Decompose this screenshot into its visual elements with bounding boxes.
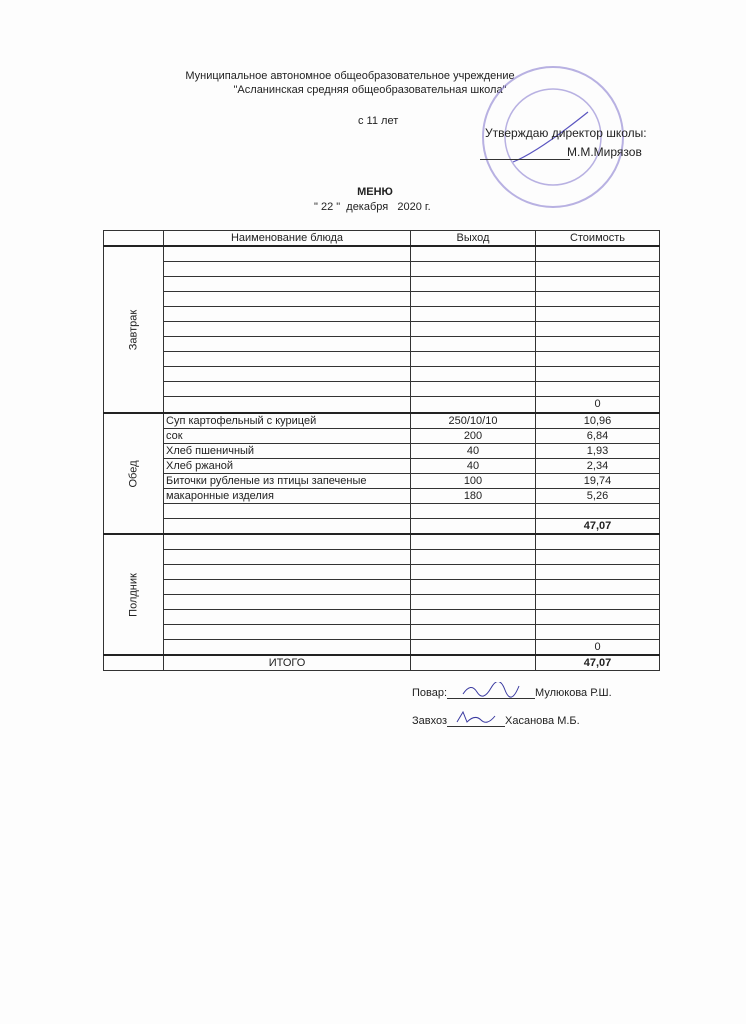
table-row <box>104 292 660 307</box>
section-label: Обед <box>127 459 139 488</box>
storekeeper-name: Хасанова М.Б. <box>505 715 580 727</box>
storekeeper-label: Завхоз <box>412 715 448 727</box>
table-row <box>104 565 660 580</box>
dish-output: 40 <box>411 444 536 459</box>
header-dish: Наименование блюда <box>164 231 411 247</box>
dish-name: Биточки рубленые из птицы запеченые <box>164 474 411 489</box>
table-row <box>104 595 660 610</box>
section-total: 0 <box>536 640 660 656</box>
grand-total-value: 47,07 <box>536 655 660 671</box>
dish-output: 180 <box>411 489 536 504</box>
table-row <box>104 307 660 322</box>
dish-name: Хлеб пшеничный <box>164 444 411 459</box>
dish-output: 200 <box>411 429 536 444</box>
table-row <box>104 367 660 382</box>
table-row <box>104 277 660 292</box>
table-row <box>104 474 660 489</box>
table-row <box>104 625 660 640</box>
dish-output: 40 <box>411 459 536 474</box>
table-row <box>104 429 660 444</box>
grand-total-label: ИТОГО <box>164 655 411 671</box>
table-row <box>104 337 660 352</box>
table-row <box>104 640 660 656</box>
dish-name: Суп картофельный с курицей <box>164 413 411 429</box>
menu-date: " 22 " декабря 2020 г. <box>314 201 431 213</box>
dish-name: Хлеб ржаной <box>164 459 411 474</box>
cook-name: Мулюкова Р.Ш. <box>535 687 612 699</box>
section-total: 0 <box>536 397 660 414</box>
table-row <box>104 610 660 625</box>
approval-text: Утверждаю директор школы: <box>485 126 647 140</box>
grand-total-row <box>104 655 660 671</box>
storekeeper-signature <box>412 714 580 727</box>
org-name-line1: Муниципальное автономное общеобразовательное учреждение <box>185 70 515 82</box>
dish-output: 250/10/10 <box>411 413 536 429</box>
approval-signature-line <box>480 159 570 160</box>
director-name: М.М.Мирязов <box>567 145 642 159</box>
table-row <box>104 246 660 262</box>
table-header <box>104 231 660 247</box>
dish-cost: 6,84 <box>536 429 660 444</box>
header-cost: Стоимость <box>536 231 660 247</box>
table-row <box>104 397 660 414</box>
table-row <box>104 550 660 565</box>
table-row <box>104 519 660 535</box>
dish-output: 100 <box>411 474 536 489</box>
dish-name: макаронные изделия <box>164 489 411 504</box>
table-row <box>104 322 660 337</box>
storekeeper-signature-line <box>447 714 505 727</box>
table-row <box>104 444 660 459</box>
menu-table <box>103 230 660 671</box>
section-label: Завтрак <box>127 309 139 350</box>
dish-cost: 19,74 <box>536 474 660 489</box>
cook-signature <box>412 686 612 699</box>
table-row <box>104 352 660 367</box>
section-total: 47,07 <box>536 519 660 535</box>
age-group: с 11 лет <box>358 115 399 127</box>
section-label: Полдник <box>127 572 139 617</box>
org-name-line2: "Асланинская средняя общеобразовательная школа" <box>233 84 507 96</box>
cook-signature-line <box>447 686 535 699</box>
dish-cost: 2,34 <box>536 459 660 474</box>
menu-title: МЕНЮ <box>357 186 393 198</box>
table-row <box>104 534 660 550</box>
table-row <box>104 489 660 504</box>
table-row <box>104 262 660 277</box>
table-row <box>104 413 660 429</box>
table-row <box>104 382 660 397</box>
header-output: Выход <box>411 231 536 247</box>
table-row <box>104 580 660 595</box>
table-row <box>104 504 660 519</box>
cook-label: Повар: <box>412 687 448 699</box>
dish-cost: 5,26 <box>536 489 660 504</box>
dish-name: сок <box>164 429 411 444</box>
dish-cost: 1,93 <box>536 444 660 459</box>
dish-cost: 10,96 <box>536 413 660 429</box>
table-row <box>104 459 660 474</box>
